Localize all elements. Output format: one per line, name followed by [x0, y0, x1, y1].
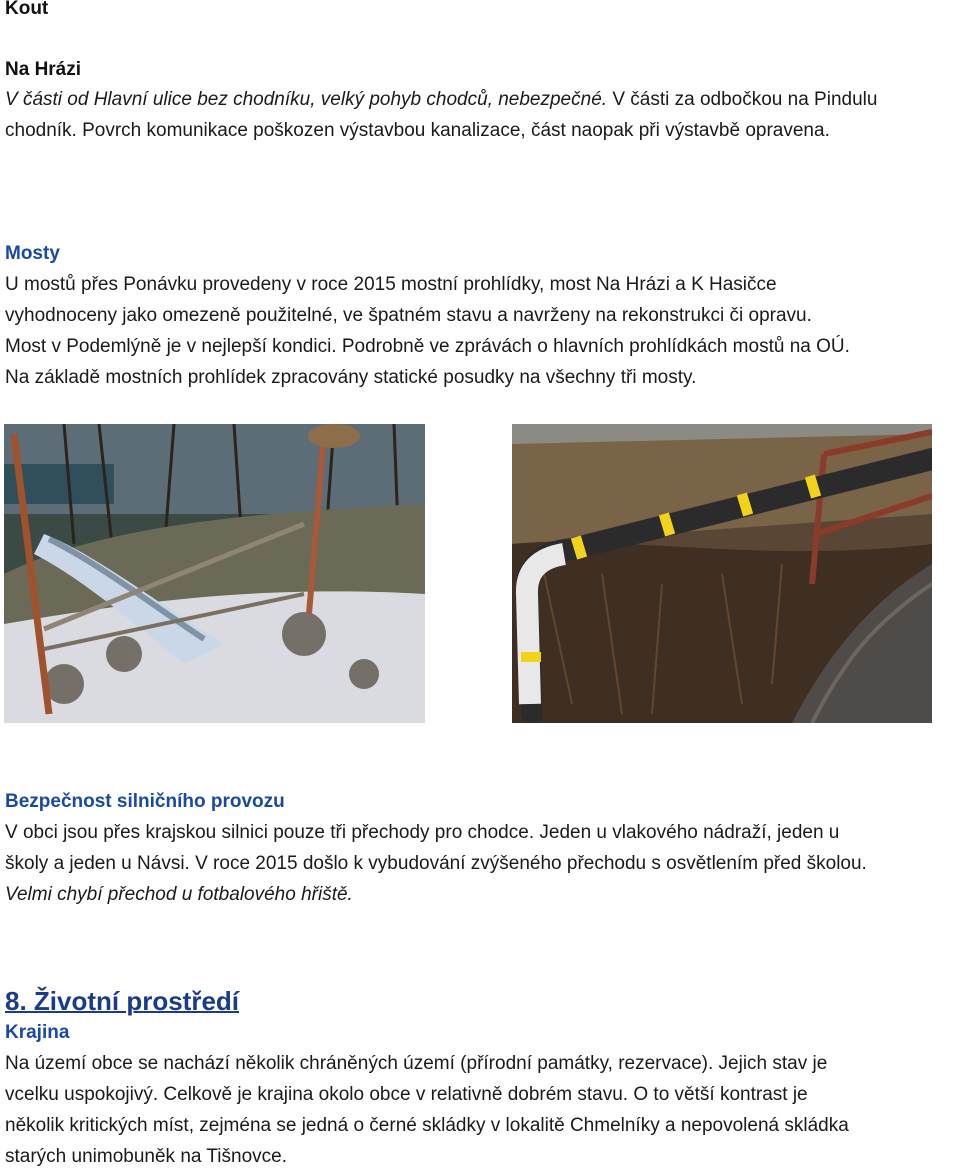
photo-snowy-creek-bridge	[4, 424, 425, 723]
mosty-line-2: vyhodnoceny jako omezeně použitelné, ve špatném stavu a navrženy na rekonstrukci či opravu.	[5, 305, 812, 326]
krajina-line-1: Na území obce se nachází několik chráněných území (přírodní památky, rezervace). Jejich stav je	[5, 1053, 828, 1074]
na-hrazi-line-1	[5, 87, 877, 113]
mosty-line-4: Na základě mostních prohlídek zpracovány statické posudky na všechny tři mosty.	[5, 367, 697, 388]
chapter-heading-zivotni-prostredi: 8. Životní prostředí	[5, 986, 240, 1016]
na-hrazi-line-2: chodník. Povrch komunikace poškozen výstavbou kanalizace, část naopak při výstavbě opravena.	[5, 120, 830, 141]
bezpecnost-italic-line: Velmi chybí přechod u fotbalového hřiště.	[5, 884, 353, 905]
na-hrazi-normal-text: V části za odbočkou na Pindulu	[607, 89, 878, 110]
section-title-bezpecnost: Bezpečnost silničního provozu	[5, 791, 285, 812]
mosty-line-1: U mostů přes Ponávku provedeny v roce 2015 mostní prohlídky, most Na Hrázi a K Hasičce	[5, 274, 777, 295]
section-title-mosty: Mosty	[5, 243, 60, 264]
mosty-line-3: Most v Podemlýně je v nejlepší kondici. Podrobně ve zprávách o hlavních prohlídkách mostů na OÚ.	[5, 336, 850, 357]
na-hrazi-italic-text: V části od Hlavní ulice bez chodníku, velký pohyb chodců, nebezpečné.	[5, 89, 608, 110]
krajina-line-4: starých unimobuněk na Tišnovce.	[5, 1146, 287, 1167]
photo-striped-bridge-railing	[512, 424, 932, 723]
section-title-kout: Kout	[5, 0, 49, 19]
section-title-krajina: Krajina	[5, 1022, 70, 1043]
krajina-line-2: vcelku uspokojivý. Celkově je krajina okolo obce v relativně dobrém stavu. O to větší kontrast je	[5, 1084, 808, 1105]
bezpecnost-line-2: školy a jeden u Návsi. V roce 2015 došlo k vybudování zvýšeného přechodu s osvětlením před školou.	[5, 853, 867, 874]
bezpecnost-line-1: V obci jsou přes krajskou silnici pouze tři přechody pro chodce. Jeden u vlakového nádraží, jeden u	[5, 822, 840, 843]
krajina-line-3: několik kritických míst, zejména se jedná o černé skládky v lokalitě Chmelníky a nepovolená skládka	[5, 1115, 849, 1136]
section-title-na-hrazi: Na Hrázi	[5, 59, 82, 80]
